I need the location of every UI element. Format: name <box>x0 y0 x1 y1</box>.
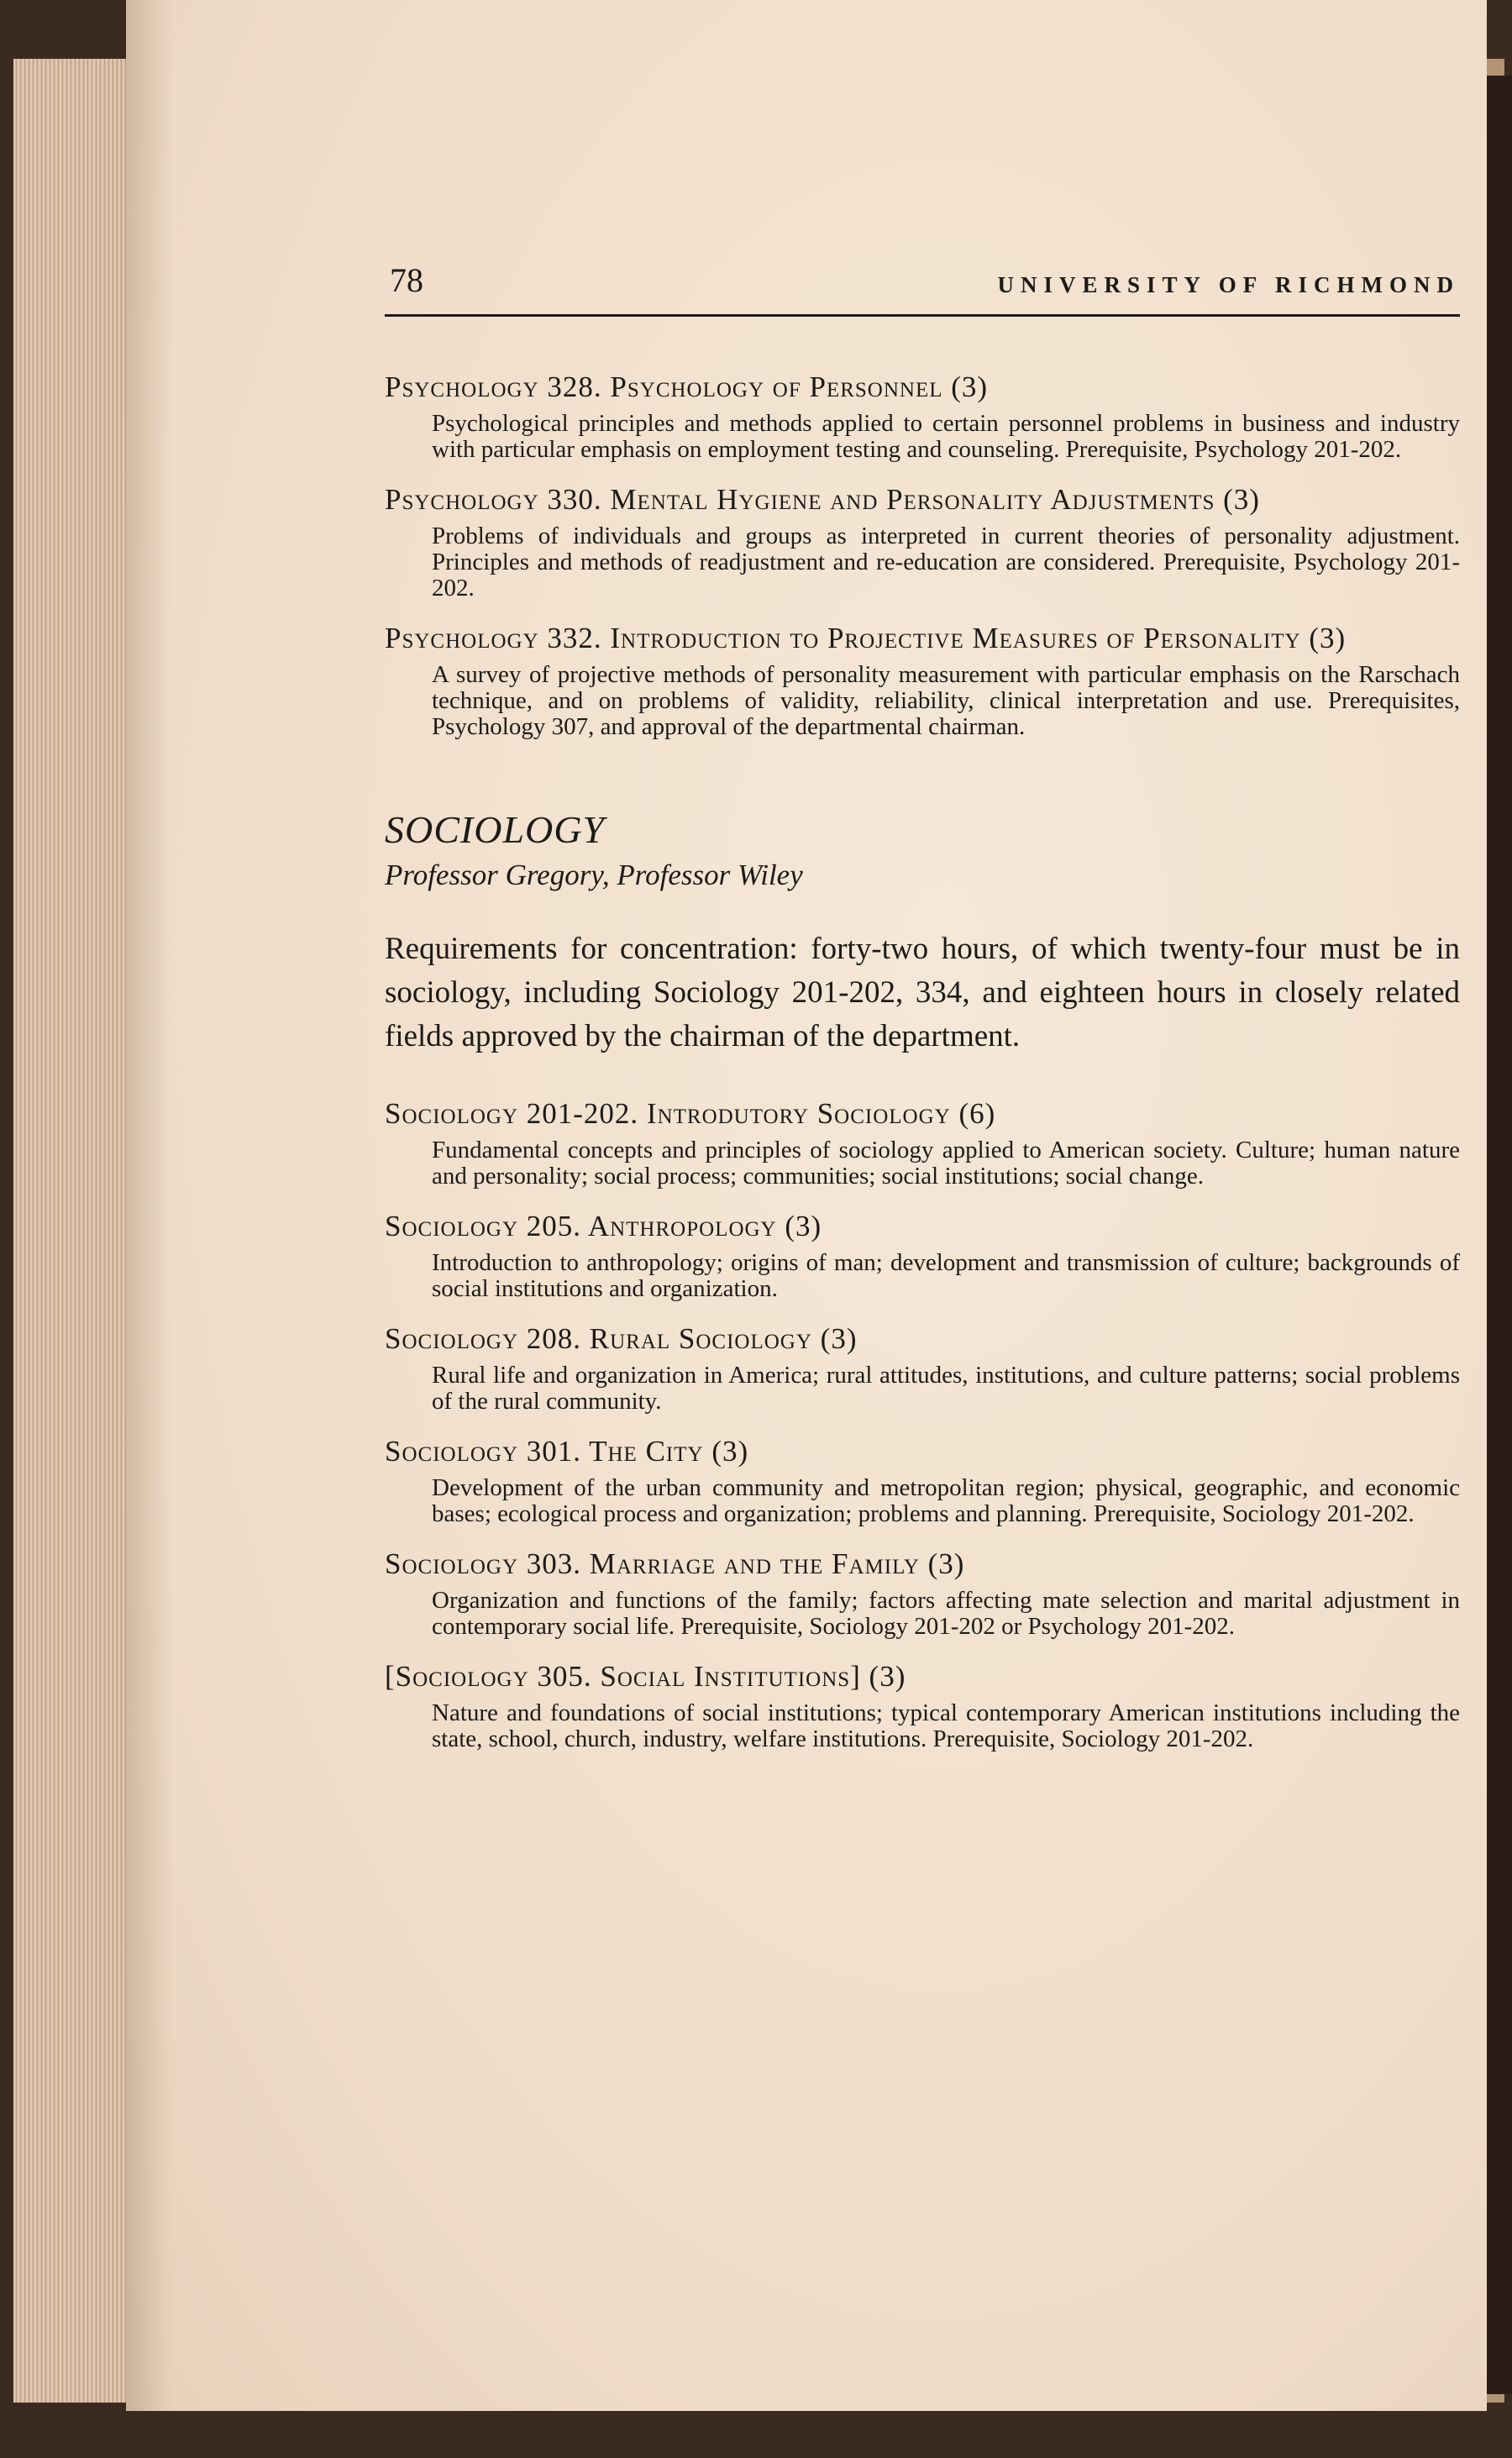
course-title: Sociology 208. Rural Sociology (3) <box>385 1322 858 1355</box>
course-title: Sociology 205. Anthropology (3) <box>385 1210 822 1242</box>
course-description: Nature and foundations of social institutions; typical contemporary American institutions including the state, school, church, industry, welfare institutions. Prerequisite, Sociology 201-202. <box>432 1699 1460 1752</box>
course-entry <box>385 1433 1460 1527</box>
course-title: Psychology 330. Mental Hygiene and Personality Adjustments (3) <box>385 483 1260 516</box>
course-entry <box>385 1095 1460 1190</box>
course-title: [Sociology 305. Social Institutions] (3) <box>385 1660 906 1693</box>
department-heading: SOCIOLOGY <box>385 808 606 851</box>
course-description: Rural life and organization in America; rural attitudes, institutions, and culture patterns; social problems of the rural community. <box>432 1362 1460 1415</box>
course-description: Organization and functions of the family; factors affecting mate selection and marital adjustment in contemporary social life. Prerequisite, Sociology 201-202 or Psychology 201-202. <box>432 1587 1460 1640</box>
course-title: Psychology 332. Introduction to Projective Measures of Personality (3) <box>385 622 1347 654</box>
course-entry <box>385 1321 1460 1415</box>
sociology-section <box>385 807 1460 1752</box>
course-entry <box>385 1546 1460 1640</box>
course-description: Development of the urban community and metropolitan region; physical, geographic, and economic bases; ecological process and organization; problems and planning. Prerequisite, Sociology 201-202. <box>432 1474 1460 1527</box>
course-entry <box>385 481 1460 601</box>
running-head <box>385 252 1460 317</box>
course-description: Problems of individuals and groups as interpreted in current theories of personality adjustment. Principles and methods of readjustment and re-education are considered. Prerequisite, Psychology 201-202. <box>432 523 1460 601</box>
page-number: 78 <box>390 261 423 299</box>
course-description: Fundamental concepts and principles of sociology applied to American society. Culture; human nature and personality; social process; communities; social institutions; social change. <box>432 1137 1460 1190</box>
page-content <box>385 252 1460 1771</box>
spine-shadow <box>126 0 172 2411</box>
course-entry <box>385 620 1460 740</box>
journal-title: UNIVERSITY OF RICHMOND <box>997 272 1460 297</box>
course-entry <box>385 1208 1460 1302</box>
course-entry <box>385 369 1460 463</box>
course-title: Psychology 328. Psychology of Personnel (3) <box>385 370 989 403</box>
psychology-courses <box>385 369 1460 740</box>
course-description: Psychological principles and methods applied to certain personnel problems in business and industry with particular emphasis on employment testing and counseling. Prerequisite, Psychology 201-202. <box>432 410 1460 463</box>
facing-page-edge <box>1487 76 1512 2394</box>
course-title: Sociology 301. The City (3) <box>385 1435 749 1468</box>
course-entry <box>385 1658 1460 1752</box>
concentration-requirements: Requirements for concentration: forty-two hours, of which twenty-four must be in sociology, including Sociology 201-202, 334, and eighteen hours in closely related fields approved by the chairman of the department. <box>385 932 1460 1053</box>
department-professors: Professor Gregory, Professor Wiley <box>385 859 803 891</box>
course-description: Introduction to anthropology; origins of man; development and transmission of culture; backgrounds of social institutions and organization. <box>432 1249 1460 1302</box>
course-title: Sociology 303. Marriage and the Family (3) <box>385 1547 965 1580</box>
course-description: A survey of projective methods of personality measurement with particular emphasis on the Rarschach technique, and on problems of validity, reliability, clinical interpretation and use. Prerequisites, Psychology 307, and approval of the departmental chairman. <box>432 661 1460 740</box>
course-title: Sociology 201-202. Introdutory Sociology (6) <box>385 1097 996 1130</box>
